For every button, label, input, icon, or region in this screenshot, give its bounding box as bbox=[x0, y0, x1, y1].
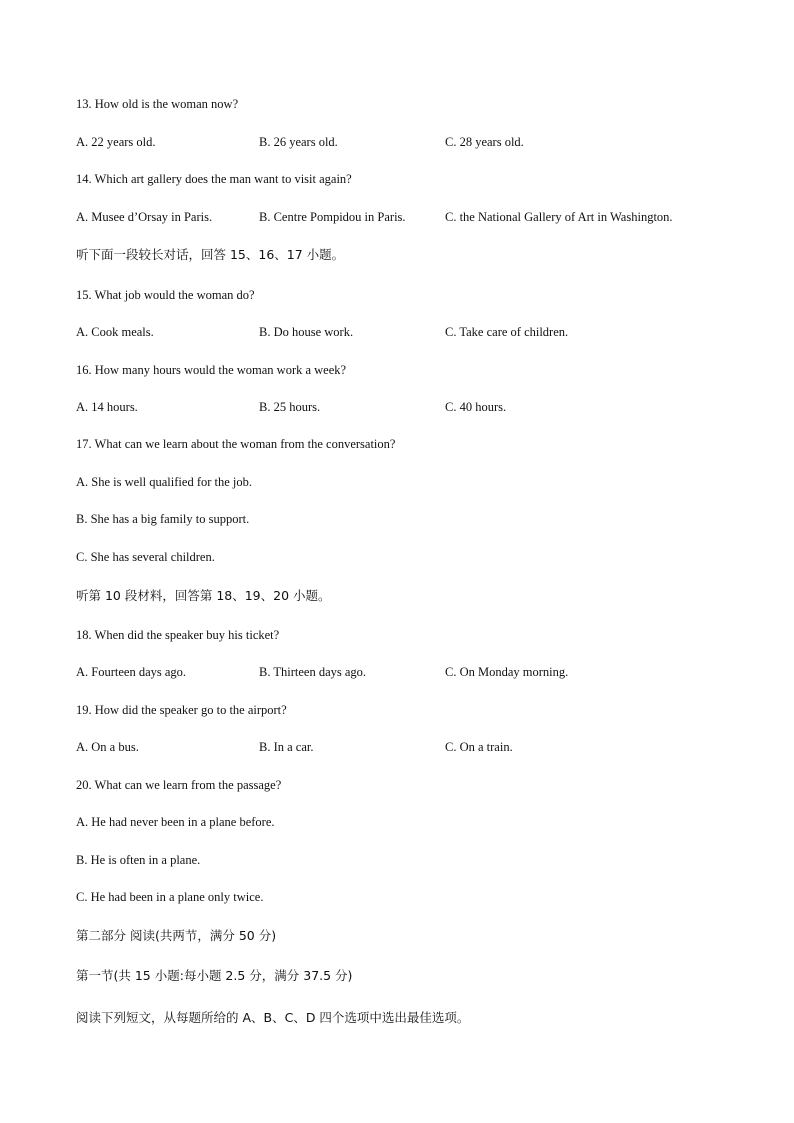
question-19-option-b: B. In a car. bbox=[259, 740, 314, 754]
question-13-stem: 13. How old is the woman now? bbox=[76, 97, 239, 111]
question-14-option-b: B. Centre Pompidou in Paris. bbox=[259, 210, 406, 224]
question-17-option-b: B. She has a big family to support. bbox=[76, 512, 250, 526]
question-15-stem: 15. What job would the woman do? bbox=[76, 288, 255, 302]
question-17-option-a: A. She is well qualified for the job. bbox=[76, 475, 253, 489]
question-19-stem: 19. How did the speaker go to the airport? bbox=[76, 703, 287, 717]
question-18-option-c: C. On Monday morning. bbox=[445, 665, 569, 679]
instruction-15-17: 听下面一段较长对话，回答 15、16、17 小题。 bbox=[76, 247, 345, 262]
part-2-title: 第二部分 阅读(共两节，满分 50 分) bbox=[76, 928, 277, 943]
question-15-option-c: C. Take care of children. bbox=[445, 325, 569, 339]
question-16-option-c: C. 40 hours. bbox=[445, 400, 507, 414]
question-13-option-a: A. 22 years old. bbox=[76, 135, 156, 149]
question-15-option-b: B. Do house work. bbox=[259, 325, 354, 339]
question-16-stem: 16. How many hours would the woman work a week? bbox=[76, 363, 347, 377]
section-1-title: 第一节(共 15 小题:每小题 2.5 分，满分 37.5 分) bbox=[76, 968, 353, 983]
question-20-stem: 20. What can we learn from the passage? bbox=[76, 778, 282, 792]
question-14-stem: 14. Which art gallery does the man want to visit again? bbox=[76, 172, 352, 186]
question-19-option-c: C. On a train. bbox=[445, 740, 513, 754]
reading-instruction: 阅读下列短文，从每题所给的 A、B、C、D 四个选项中选出最佳选项。 bbox=[76, 1010, 470, 1025]
question-13-option-b: B. 26 years old. bbox=[259, 135, 338, 149]
question-20-option-b: B. He is often in a plane. bbox=[76, 853, 201, 867]
question-20-option-c: C. He had been in a plane only twice. bbox=[76, 890, 264, 904]
question-15-option-a: A. Cook meals. bbox=[76, 325, 154, 339]
question-16-option-a: A. 14 hours. bbox=[76, 400, 138, 414]
question-14-option-a: A. Musee d’Orsay in Paris. bbox=[76, 210, 213, 224]
question-18-option-a: A. Fourteen days ago. bbox=[76, 665, 187, 679]
question-18-option-b: B. Thirteen days ago. bbox=[259, 665, 367, 679]
question-17-stem: 17. What can we learn about the woman from the conversation? bbox=[76, 437, 396, 451]
question-16-option-b: B. 25 hours. bbox=[259, 400, 321, 414]
instruction-18-20: 听第 10 段材料，回答第 18、19、20 小题。 bbox=[76, 588, 331, 603]
question-19-option-a: A. On a bus. bbox=[76, 740, 139, 754]
question-20-option-a: A. He had never been in a plane before. bbox=[76, 815, 275, 829]
question-18-stem: 18. When did the speaker buy his ticket? bbox=[76, 628, 280, 642]
question-13-option-c: C. 28 years old. bbox=[445, 135, 524, 149]
question-14-option-c: C. the National Gallery of Art in Washington. bbox=[445, 210, 673, 224]
question-17-option-c: C. She has several children. bbox=[76, 550, 215, 564]
